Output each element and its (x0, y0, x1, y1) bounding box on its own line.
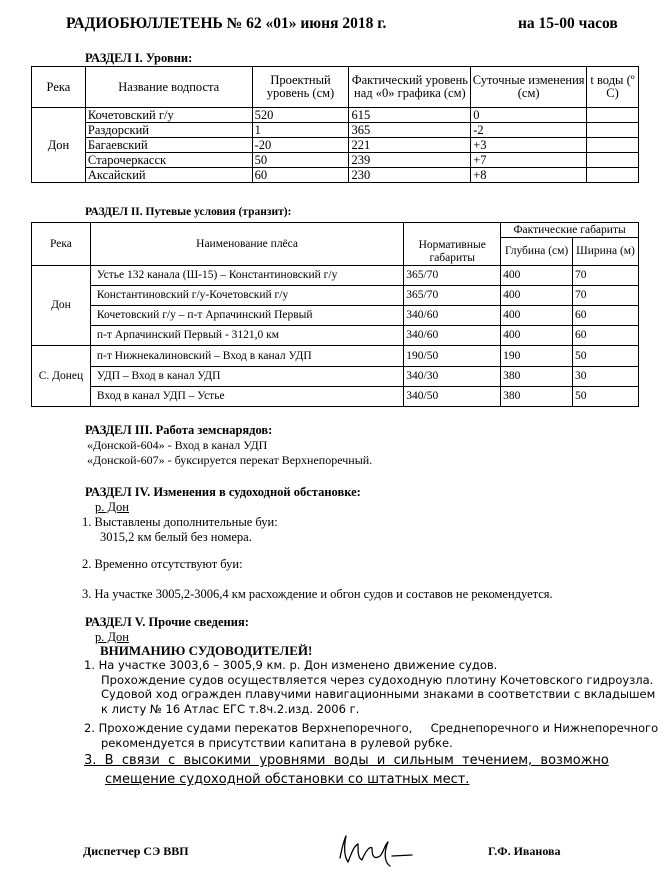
temp-cell (587, 123, 639, 138)
table-row (32, 168, 639, 183)
levels-table (31, 66, 639, 183)
river-cell: Дон (32, 108, 86, 183)
norm-cell: 365/70 (404, 286, 501, 306)
col-actual-level: Фактический уровень над «0» графика (см) (349, 67, 471, 108)
temp-cell (587, 138, 639, 153)
depth-cell: 400 (501, 286, 573, 306)
section3-title: РАЗДЕЛ III. Работа земснарядов: (85, 423, 273, 437)
width-cell: 50 (573, 387, 639, 407)
notice-item2 (84, 721, 658, 750)
width-cell: 70 (573, 286, 639, 306)
col-width: Ширина (м) (573, 238, 639, 266)
depth-cell: 380 (501, 367, 573, 387)
project-level-cell: 1 (252, 123, 349, 138)
col-normative: Нормативные габариты (404, 223, 501, 266)
temp-cell (587, 108, 639, 123)
section4-item3: 3. На участке 3005,2-3006,4 км расхождение и обгон судов и составов не рекомендуется. (82, 587, 553, 601)
river-cell: Дон (32, 266, 91, 346)
warning-heading: ВНИМАНИЮ СУДОВОДИТЕЛЕЙ! (100, 643, 313, 658)
transit-table (31, 222, 639, 407)
stretch-cell: Устье 132 канала (Ш-15) – Константиновский г/у (90, 266, 403, 286)
norm-cell: 365/70 (404, 266, 501, 286)
col-actual-group: Фактические габариты (501, 223, 639, 238)
depth-cell: 400 (501, 326, 573, 346)
notice-line: рекомендуется в присутствии капитана в рулевой рубке. (101, 735, 453, 750)
table-row (32, 306, 639, 326)
width-cell: 70 (573, 266, 639, 286)
section4-item2: 2. Временно отсутствуют буи: (82, 557, 243, 571)
table-row (32, 286, 639, 306)
notice-item1 (84, 658, 655, 716)
dredger-line: «Донской-604» - Вход в канал УДП (87, 438, 268, 452)
width-cell: 30 (573, 367, 639, 387)
section3-body (87, 438, 372, 468)
project-level-cell: -20 (252, 138, 349, 153)
notice-line: Судовой ход огражден плавучими навигационными знаками в соответствии с вкладышем (101, 687, 656, 701)
project-level-cell: 520 (252, 108, 349, 123)
post-name-cell: Аксайский (85, 168, 252, 183)
change-cell: 0 (471, 108, 587, 123)
dispatcher-role: Диспетчер СЭ ВВП (83, 844, 189, 858)
handwritten-signature (334, 828, 424, 870)
change-cell: -2 (471, 123, 587, 138)
depth-cell: 190 (501, 346, 573, 367)
section4-item1: 1. Выставлены дополнительные буи: (82, 515, 278, 529)
actual-level-cell: 230 (349, 168, 471, 183)
dredger-line: «Донской-607» - буксируется перекат Верхнепоречный. (87, 453, 373, 467)
col-depth: Глубина (см) (501, 238, 573, 266)
post-name-cell: Раздорский (85, 123, 252, 138)
dispatcher-name: Г.Ф. Иванова (488, 844, 561, 858)
bulletin-header (0, 15, 666, 35)
norm-cell: 340/60 (404, 306, 501, 326)
norm-cell: 340/30 (404, 367, 501, 387)
section2-title: РАЗДЕЛ II. Путевые условия (транзит): (85, 206, 292, 218)
col-river: Река (32, 223, 91, 266)
stretch-cell: УДП – Вход в канал УДП (90, 367, 403, 387)
levels-header-row (32, 67, 639, 108)
width-cell: 60 (573, 306, 639, 326)
actual-level-cell: 365 (349, 123, 471, 138)
width-cell: 60 (573, 326, 639, 346)
transit-header-row (32, 223, 639, 238)
table-row (32, 266, 639, 286)
project-level-cell: 50 (252, 153, 349, 168)
section4-item1-detail: 3015,2 км белый без номера. (100, 530, 252, 544)
section5-title: РАЗДЕЛ V. Прочие сведения: (85, 615, 249, 629)
stretch-cell: Вход в канал УДП – Устье (90, 387, 403, 407)
bulletin-title: РАДИОБЮЛЛЕТЕНЬ № 62 «01» июня 2018 г. (66, 15, 387, 32)
notice-line: смещение судоходной обстановки со штатных мест. (105, 772, 470, 787)
col-stretch-name: Наименование плёса (90, 223, 403, 266)
river-cell: С. Донец (32, 346, 91, 407)
section5-river: р. Дон (95, 630, 129, 644)
col-water-temp: t воды (º С) (587, 67, 639, 108)
col-river: Река (32, 67, 86, 108)
temp-cell (587, 168, 639, 183)
col-daily-change: Суточные изменения (см) (471, 67, 587, 108)
section4-river: р. Дон (95, 500, 129, 514)
notice-line: 3. В связи с высокими уровнями воды и сильным течением, возможно (84, 753, 609, 768)
section1-title: РАЗДЕЛ I. Уровни: (85, 51, 193, 65)
project-level-cell: 60 (252, 168, 349, 183)
col-post-name: Название водпоста (85, 67, 252, 108)
notice-line: Прохождение судов осуществляется через судоходную плотину Кочетовского гидроузла. (101, 672, 654, 687)
notice-item3 (84, 751, 609, 789)
post-name-cell: Багаевский (85, 138, 252, 153)
norm-cell: 340/60 (404, 326, 501, 346)
signature-image (334, 828, 424, 870)
bulletin-time: на 15-00 часов (518, 15, 618, 32)
table-row (32, 123, 639, 138)
temp-cell (587, 153, 639, 168)
depth-cell: 400 (501, 306, 573, 326)
norm-cell: 190/50 (404, 346, 501, 367)
col-project-level: Проектный уровень (см) (252, 67, 349, 108)
notice-line: к листу № 16 Атлас ЕГС т.8ч.2.изд. 2006 г. (101, 701, 360, 716)
change-cell: +3 (471, 138, 587, 153)
depth-cell: 400 (501, 266, 573, 286)
actual-level-cell: 239 (349, 153, 471, 168)
post-name-cell: Старочеркасск (85, 153, 252, 168)
table-row (32, 326, 639, 346)
table-row (32, 153, 639, 168)
section4-title: РАЗДЕЛ IV. Изменения в судоходной обстановке: (85, 485, 361, 499)
table-row (32, 108, 639, 123)
change-cell: +8 (471, 168, 587, 183)
table-row (32, 346, 639, 367)
actual-level-cell: 615 (349, 108, 471, 123)
width-cell: 50 (573, 346, 639, 367)
notice-line: 2. Прохождение судами перекатов Верхнепоречного, Среднепоречного и Нижнепоречного (84, 721, 659, 735)
stretch-cell: Константиновский г/у-Кочетовский г/у (90, 286, 403, 306)
notice-line: 1. На участке 3003,6 – 3005,9 км. р. Дон изменено движение судов. (84, 658, 498, 672)
post-name-cell: Кочетовский г/у (85, 108, 252, 123)
change-cell: +7 (471, 153, 587, 168)
table-row (32, 387, 639, 407)
table-row (32, 367, 639, 387)
table-row (32, 138, 639, 153)
stretch-cell: п-т Нижнекалиновский – Вход в канал УДП (90, 346, 403, 367)
stretch-cell: п-т Арпачинский Первый - 3121,0 км (90, 326, 403, 346)
depth-cell: 380 (501, 387, 573, 407)
actual-level-cell: 221 (349, 138, 471, 153)
stretch-cell: Кочетовский г/у – п-т Арпачинский Первый (90, 306, 403, 326)
norm-cell: 340/50 (404, 387, 501, 407)
